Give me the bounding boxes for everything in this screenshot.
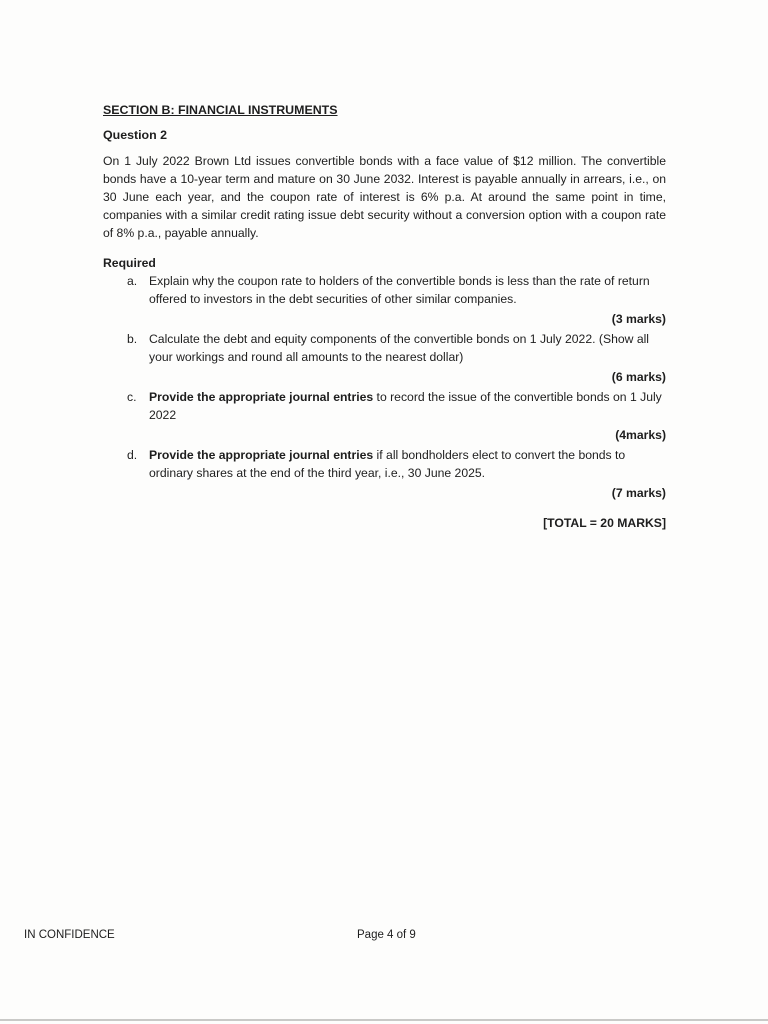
requirement-marks: (4marks) xyxy=(615,428,666,442)
intro-paragraph: On 1 July 2022 Brown Ltd issues convertible bonds with a face value of $12 million. The convertible bonds have a 10-year term and mature on 30 June 2032. Interest is payable annually in arrears, i.e., on 30 June each year, and the coupon rate of interest is 6% p.a. At around the same point in time, companies with a similar credit rating issue debt security without a conversion option with a coupon rate of 8% p.a., payable annually. xyxy=(103,154,666,240)
requirement-letter: c. xyxy=(127,390,137,404)
requirement-c xyxy=(103,388,666,444)
requirement-letter: d. xyxy=(127,448,138,462)
requirement-marks: (7 marks) xyxy=(611,486,666,500)
requirement-letter: b. xyxy=(127,332,138,346)
requirement-d xyxy=(103,446,666,502)
footer-confidentiality: IN CONFIDENCE xyxy=(24,929,115,941)
requirement-a xyxy=(103,272,666,328)
requirement-body: to record the issue of the convertible bonds on 1 July 2022 xyxy=(149,390,662,422)
requirement-text xyxy=(149,446,666,482)
requirement-body: Explain why the coupon rate to holders of the convertible bonds is less than the rate of return offered to investors in the debt securities of other similar companies. xyxy=(149,274,650,306)
scan-edge-divider xyxy=(0,1019,768,1021)
requirement-marks: (6 marks) xyxy=(611,370,666,384)
requirement-emphasis: Provide the appropriate journal entries xyxy=(149,390,374,404)
total-marks: [TOTAL = 20 MARKS] xyxy=(543,516,666,530)
requirement-text xyxy=(149,330,666,366)
requirement-marks: (3 marks) xyxy=(611,312,666,326)
requirement-body: Calculate the debt and equity components of the convertible bonds on 1 July 2022. (Show all your workings and round all amounts to the nearest dollar) xyxy=(149,332,650,364)
requirement-letter: a. xyxy=(127,274,138,288)
page-content xyxy=(103,101,666,532)
requirement-body: if all bondholders elect to convert the bonds to ordinary shares at the end of the third year, i.e., 30 June 2025. xyxy=(149,448,626,480)
requirements-list xyxy=(103,272,666,502)
question-title: Question 2 xyxy=(103,128,168,142)
requirement-b xyxy=(103,330,666,386)
requirement-text xyxy=(149,272,666,308)
required-heading: Required xyxy=(103,256,156,270)
footer-page-number: Page 4 of 9 xyxy=(357,929,416,941)
section-title: SECTION B: FINANCIAL INSTRUMENTS xyxy=(103,103,338,117)
requirement-text xyxy=(149,388,666,424)
requirement-emphasis: Provide the appropriate journal entries xyxy=(149,448,374,462)
